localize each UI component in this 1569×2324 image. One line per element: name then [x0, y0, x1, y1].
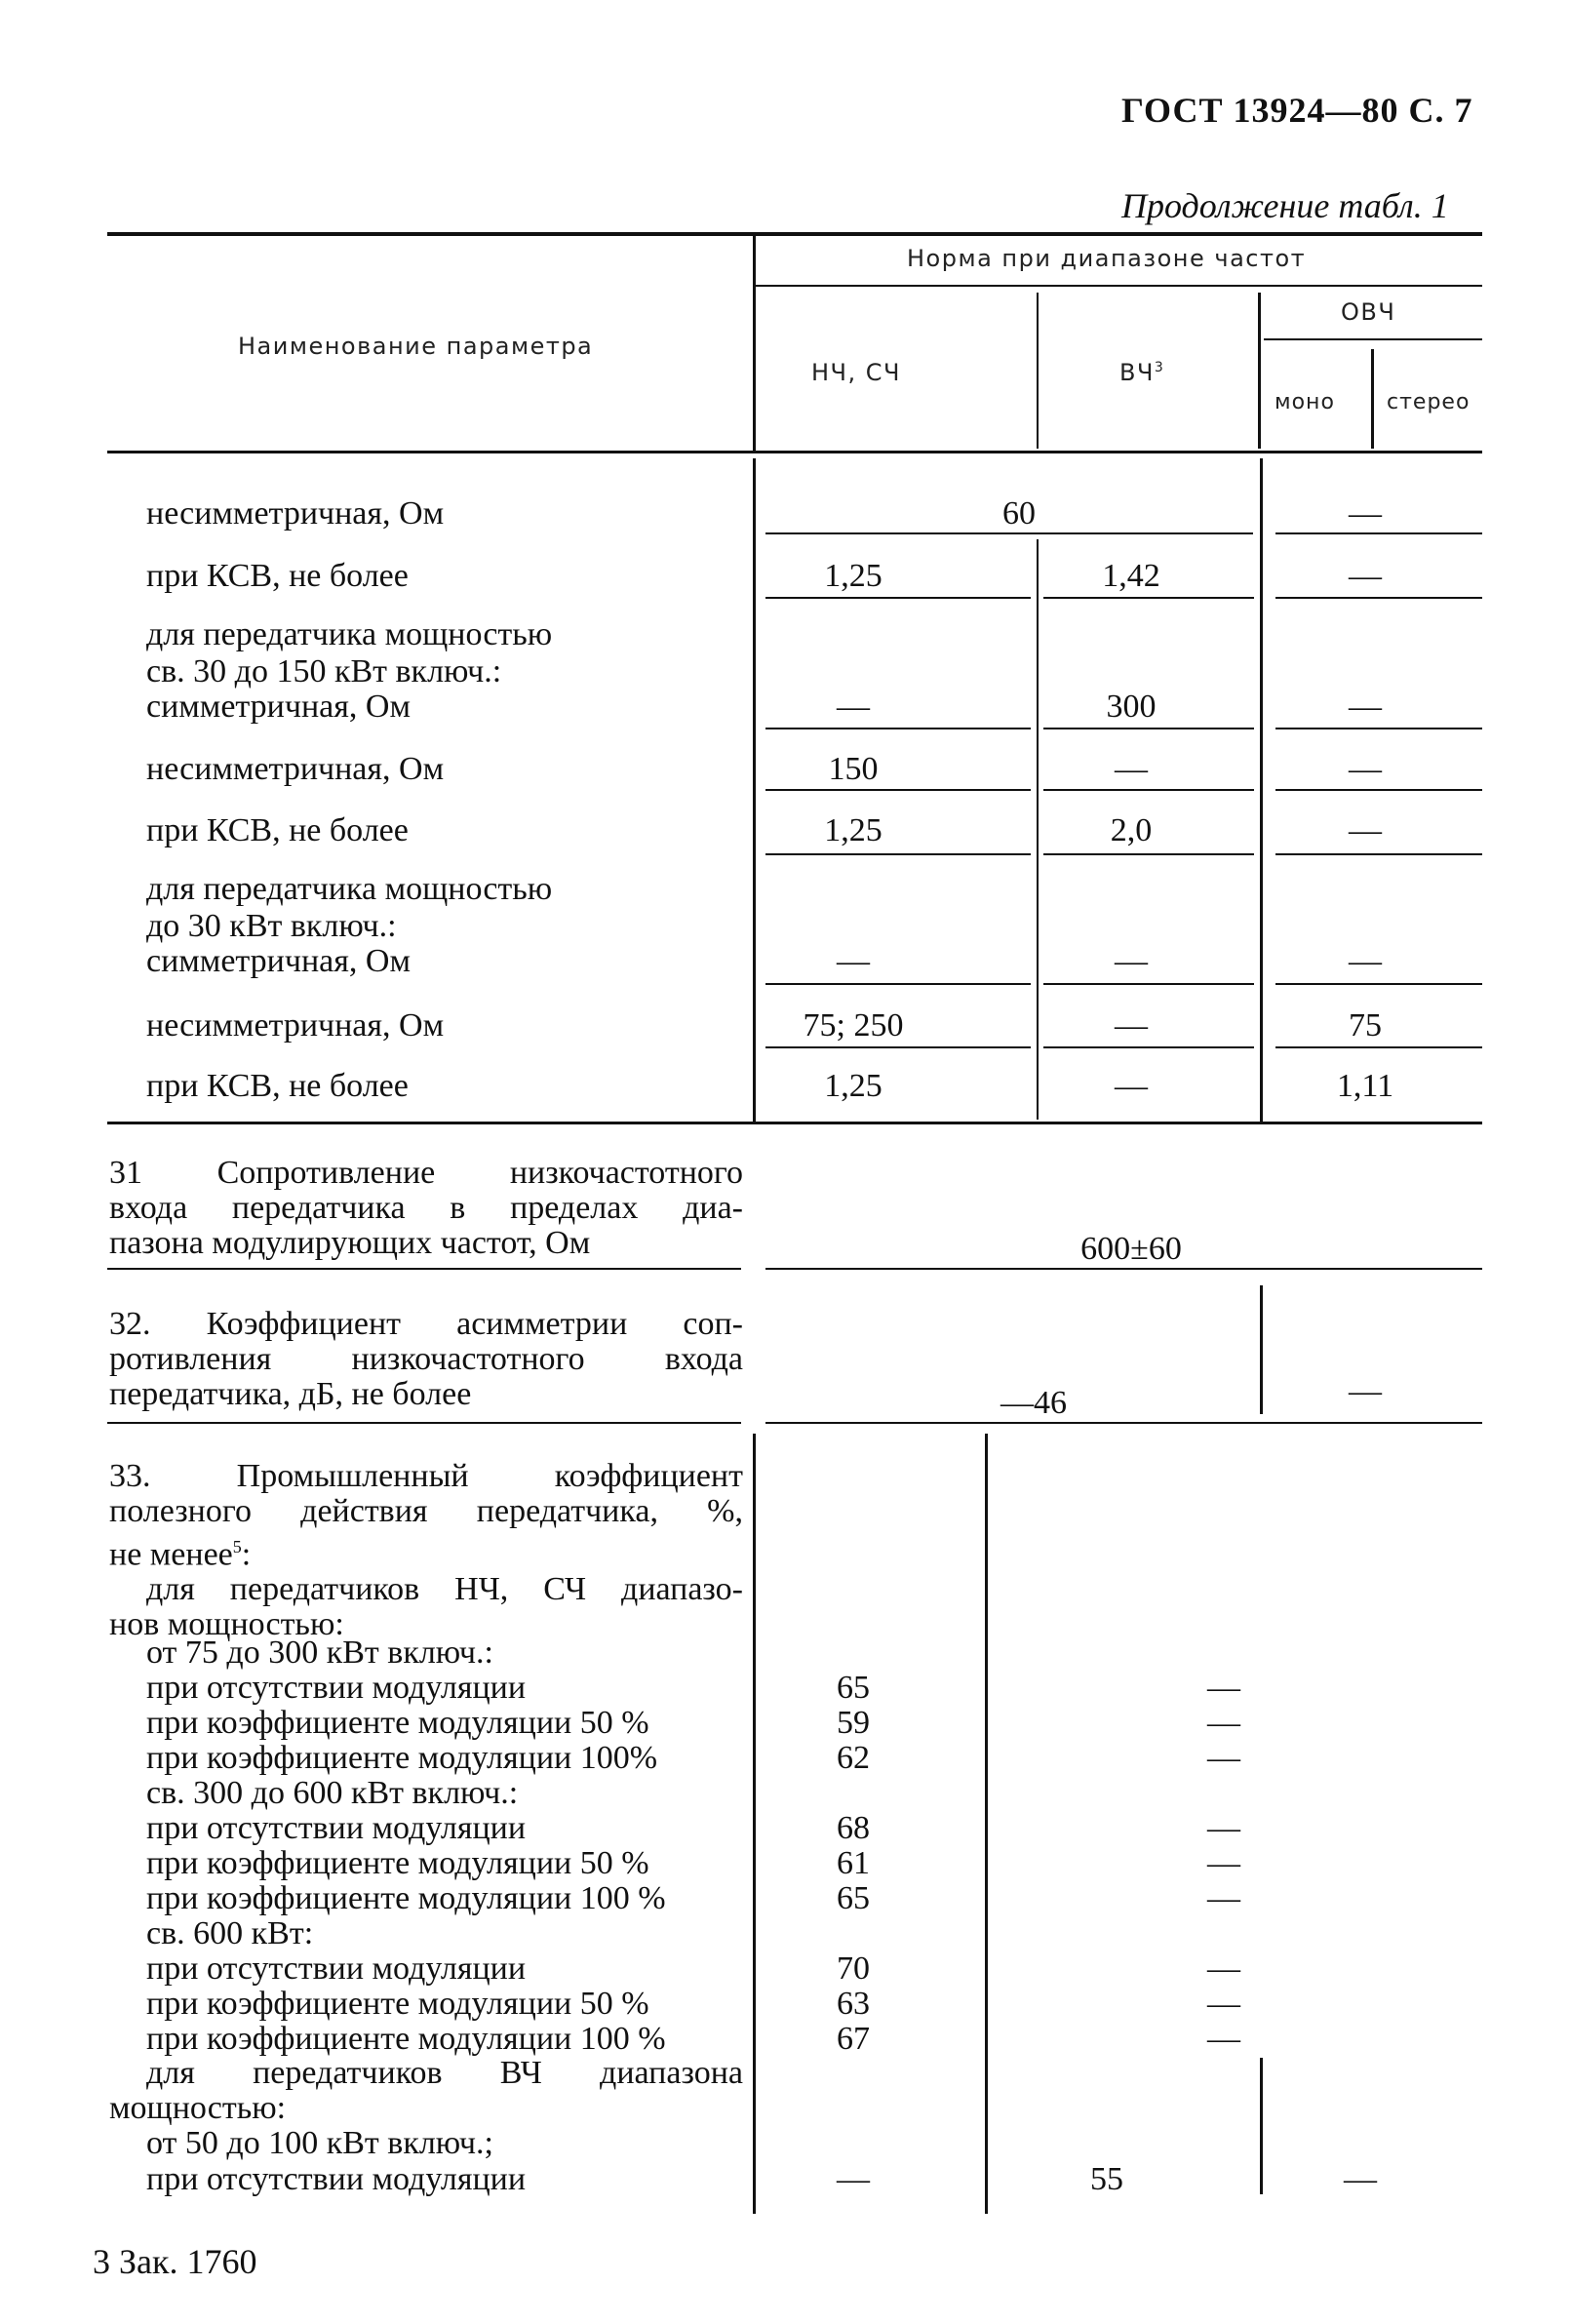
group-item-label: при коэффициенте модуляции 50 % [146, 1705, 649, 1741]
group-item-label: при коэффициенте модуляции 100% [146, 1740, 658, 1776]
row-rule [765, 1046, 1031, 1048]
group-item-hf: — [1207, 1670, 1240, 1706]
header-vline-vhf [1258, 293, 1261, 449]
col-header-hf-label: ВЧ [1119, 359, 1155, 386]
row-rule [1275, 597, 1482, 599]
group-title: св. 300 до 600 кВт включ.: [146, 1775, 519, 1811]
group-item-hf: — [1207, 1810, 1240, 1846]
group-item-hf: — [1207, 1705, 1240, 1741]
body-vline-vhf [1260, 458, 1263, 1122]
item31-line: пазона модулирующих частот, Ом [109, 1225, 591, 1261]
item32-vhf-value: — [1349, 1373, 1382, 1409]
col-header-mono: моно [1275, 390, 1335, 414]
row-rule [1275, 1046, 1482, 1048]
group-item-label: при отсутствии модуляции [146, 1670, 527, 1706]
row-rule [1275, 728, 1482, 729]
section-rule [107, 1122, 1482, 1124]
row-value-merged: 60 [1002, 495, 1036, 532]
item32-value: —46 [1000, 1385, 1067, 1421]
row-label: при КСВ, не более [146, 812, 409, 848]
item33-line: полезного действия передатчика, %, [109, 1493, 743, 1529]
footnote-mark: 5 [232, 1537, 242, 1556]
row-value-vhf: — [1349, 943, 1382, 979]
row-rule [1275, 789, 1482, 791]
col-header-hf [1119, 359, 1164, 386]
group-item-hf: — [1207, 2021, 1240, 2057]
group-item-lf: 65 [837, 1880, 870, 1916]
item32-line: 32. Коэффициент асимметрии соп- [109, 1306, 743, 1342]
row-value-lf: 150 [828, 751, 879, 787]
header-vline-main [753, 234, 756, 451]
last-row-lf: — [837, 2161, 870, 2197]
item31-line: 31 Сопротивление низкочастотного [109, 1155, 743, 1191]
item31-value: 600±60 [1080, 1231, 1182, 1267]
col-header-param: Наименование параметра [238, 333, 594, 360]
row-value-hf: — [1115, 751, 1148, 787]
row-label: несимметричная, Ом [146, 495, 445, 532]
group-item-hf: — [1207, 1740, 1240, 1776]
row-value-vhf: — [1349, 812, 1382, 848]
row-rule [1043, 789, 1254, 791]
row-value-vhf: — [1349, 689, 1382, 725]
row-rule [1275, 983, 1482, 985]
group-title: от 75 до 300 кВт включ.: [146, 1635, 493, 1671]
table-continuation: Продолжение табл. 1 [1121, 186, 1449, 225]
item33-hf-line: для передатчиков ВЧ диапазона [146, 2055, 743, 2091]
item31-text [109, 1156, 743, 1261]
row-rule [1275, 853, 1482, 855]
item33-hf-line: мощностью: [109, 2090, 287, 2126]
row-label: несимметричная, Ом [146, 1007, 445, 1044]
last-row-label: при отсутствии модуляции [146, 2161, 527, 2197]
item33-vline-vhf [1260, 2058, 1263, 2194]
table-top-rule [107, 232, 1482, 236]
item32-text [109, 1307, 743, 1412]
row-value-vhf: 1,11 [1336, 1068, 1394, 1104]
item33-vline-lf [985, 1434, 988, 2214]
group-item-hf: — [1207, 1845, 1240, 1881]
page-header: ГОСТ 13924—80 С. 7 [1121, 91, 1473, 130]
item33-intro [109, 1459, 743, 1642]
row-rule [765, 983, 1031, 985]
row-label: симметричная, Ом [146, 689, 411, 725]
row-rule [765, 597, 1031, 599]
item31-rule-right [765, 1268, 1482, 1270]
row-rule [1043, 1046, 1254, 1048]
row-value-vhf: — [1349, 558, 1382, 594]
row-label: симметричная, Ом [146, 943, 411, 979]
row-rule [1043, 983, 1254, 985]
row-label: до 30 кВт включ.: [146, 908, 397, 944]
col-header-vhf: ОВЧ [1341, 298, 1396, 326]
item32-line: ротивления низкочастотного входа [109, 1341, 743, 1377]
group-item-label: при коэффициенте модуляции 50 % [146, 1845, 649, 1881]
group-item-lf: 65 [837, 1670, 870, 1706]
row-rule [1043, 728, 1254, 729]
col-header-hf-note: 3 [1154, 360, 1165, 375]
group-item-lf: 70 [837, 1950, 870, 1987]
item33-vline-main [753, 1434, 756, 2214]
item32-vline-vhf [1260, 1285, 1263, 1414]
group-item-lf: 63 [837, 1986, 870, 2022]
group-item-lf: 61 [837, 1845, 870, 1881]
row-value-lf: — [837, 943, 870, 979]
header-vline-mono [1371, 349, 1374, 449]
row-value-lf: 1,25 [824, 1068, 883, 1104]
item32-line: передатчика, дБ, не более [109, 1376, 472, 1412]
item33-line-footnote: не менее$^5$: [109, 1536, 252, 1573]
row-value-vhf: — [1349, 751, 1382, 787]
row-label: при КСВ, не более [146, 558, 409, 594]
group-item-lf: 67 [837, 2021, 870, 2057]
last-row-vhf: — [1344, 2161, 1377, 2197]
group-title: св. 600 кВт: [146, 1915, 314, 1951]
item33-line: 33. Промышленный коэффициент [109, 1458, 743, 1494]
group-item-hf: — [1207, 1950, 1240, 1987]
item33-hf-text [109, 2056, 743, 2161]
row-rule [765, 532, 1253, 534]
row-value-hf: — [1115, 1068, 1148, 1104]
group-item-lf: 59 [837, 1705, 870, 1741]
item31-rule [107, 1268, 741, 1270]
item32-rule-right [765, 1422, 1482, 1424]
group-item-label: при отсутствии модуляции [146, 1810, 527, 1846]
group-item-label: при коэффициенте модуляции 100 % [146, 1880, 666, 1916]
group-item-hf: — [1207, 1986, 1240, 2022]
group-item-hf: — [1207, 1880, 1240, 1916]
row-rule [765, 728, 1031, 729]
row-label: для передатчика мощностью [146, 871, 553, 907]
item33-line: нов мощностью: [109, 1606, 344, 1643]
row-value-hf: 1,42 [1102, 558, 1160, 594]
row-value-lf: 75; 250 [803, 1007, 904, 1044]
vhf-rule [1264, 338, 1482, 340]
group-item-lf: 68 [837, 1810, 870, 1846]
row-rule [1043, 853, 1254, 855]
item33-line-text: не менее [109, 1536, 233, 1573]
norm-group-rule [756, 285, 1482, 287]
page-footer: 3 Зак. 1760 [93, 2242, 257, 2281]
row-value-lf: — [837, 689, 870, 725]
row-rule [765, 853, 1031, 855]
group-item-label: при отсутствии модуляции [146, 1950, 527, 1987]
row-rule [1275, 532, 1482, 534]
item33-hf-line: от 50 до 100 кВт включ.; [146, 2125, 493, 2161]
row-value-lf: 1,25 [824, 812, 883, 848]
item33-line: для передатчиков НЧ, СЧ диапазо- [146, 1571, 743, 1608]
row-label: при КСВ, не более [146, 1068, 409, 1104]
group-item-label: при коэффициенте модуляции 50 % [146, 1986, 649, 2022]
last-row-hf: 55 [1090, 2161, 1123, 2197]
row-value-vhf: 75 [1349, 1007, 1382, 1044]
row-rule [765, 789, 1031, 791]
header-bottom-rule [107, 451, 1482, 453]
row-value-hf: 2,0 [1110, 812, 1153, 848]
row-label: для передатчика мощностью [146, 616, 553, 652]
group-item-label: при коэффициенте модуляции 100 % [146, 2021, 666, 2057]
item32-rule [107, 1422, 741, 1424]
body-vline-lf [1037, 539, 1039, 1120]
row-label: несимметричная, Ом [146, 751, 445, 787]
header-vline-lf [1037, 293, 1039, 449]
row-value-vhf: — [1349, 495, 1382, 532]
row-rule [1043, 597, 1254, 599]
item31-line: входа передатчика в пределах диа- [109, 1190, 743, 1226]
group-item-lf: 62 [837, 1740, 870, 1776]
row-value-hf: — [1115, 943, 1148, 979]
col-header-stereo: стерео [1387, 390, 1471, 414]
row-value-hf: — [1115, 1007, 1148, 1044]
body-vline-main [753, 458, 756, 1122]
row-label: св. 30 до 150 кВт включ.: [146, 653, 502, 689]
col-header-lf-mf: НЧ, СЧ [811, 359, 901, 386]
row-value-hf: 300 [1106, 689, 1157, 725]
row-value-lf: 1,25 [824, 558, 883, 594]
col-header-norm: Норма при диапазоне частот [907, 245, 1307, 272]
